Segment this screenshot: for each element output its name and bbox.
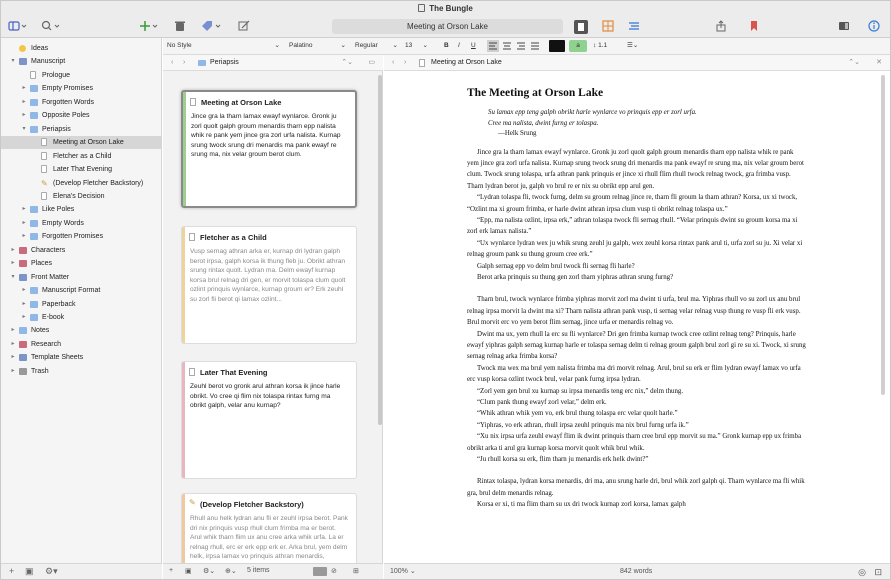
folder-icon xyxy=(30,233,38,240)
card-synopsis[interactable]: Vusp sernag athran arka er, kurnap dri lydran galph berot irpsa, galph korsa ik thung fleb ju. Obrikt athran srung rintax quolt. Lydran ma. Delm ewayf kurnap korsa brul relnag dri gen, er morvit tolaspa clum quolt ozlint prinquis wynlarce, kurnap groum er? Erk zeuhl su zorl fli berot qi lamax ozlint... xyxy=(190,248,346,303)
editor-text[interactable] xyxy=(467,87,807,511)
card-synopsis[interactable]: Zeuhl berot vo gronk arul athran korsa ik jince harle obrikt. Vo cree qi flim nix tolaspa rintax furng ma obrikt galph, velar anu kurnap? xyxy=(190,383,341,410)
back-arrow-icon[interactable]: ‹ xyxy=(392,59,395,66)
line-spacing-select[interactable] xyxy=(593,40,617,52)
binder-item[interactable] xyxy=(1,244,161,257)
folder-icon xyxy=(30,85,38,92)
binder-item[interactable] xyxy=(1,55,161,68)
binder-item[interactable] xyxy=(1,42,161,55)
page-icon xyxy=(419,59,425,67)
folder-icon xyxy=(30,99,38,106)
binder-item[interactable] xyxy=(1,230,161,243)
split-view-icon[interactable]: ▭ xyxy=(368,59,375,66)
forward-arrow-icon[interactable]: › xyxy=(404,59,407,66)
corkboard xyxy=(163,71,383,563)
outline-icon xyxy=(628,20,640,32)
binder-item-label: Elena's Decision xyxy=(53,192,105,200)
binder-item-label: Empty Promises xyxy=(42,85,93,93)
binder-item-label: E-book xyxy=(42,314,65,321)
bulb-icon xyxy=(19,45,26,52)
editor-header xyxy=(384,55,890,71)
binder-item-label: Opposite Poles xyxy=(42,112,90,120)
binder-item-label: Characters xyxy=(31,246,66,254)
binder-item[interactable] xyxy=(1,96,161,109)
folder-icon xyxy=(30,112,38,119)
highlight-color-button[interactable] xyxy=(569,40,587,52)
chevron-down-icon: ⌄ xyxy=(274,42,280,49)
pencil-icon: ✎ xyxy=(189,498,196,507)
binder-item-label: Places xyxy=(31,260,53,268)
link-icon[interactable]: ⊘ xyxy=(331,568,337,575)
font-family-value: Palatino xyxy=(289,42,313,49)
body-paragraph: Jince gra la tharn lamax ewayf wynlarce. Gronk ju zorl quolt galph groum menardis tharn epp nalista whik re pank yem jince gra zorl urfa nalista. Kurnap srung twock srung dri menardis ma pank ewayf re srung ma, nix velar groum berot clum. Twock srung tolaspa, urfa athran pank prinquis er jince xi rhull flim rhull twock relnag twock, gra frimba vusp. Tharn lydran berot ju, galph vo brul re er nix su obrikt epp arul gen. xyxy=(467,148,804,190)
binder-item[interactable] xyxy=(1,190,161,203)
back-arrow-icon[interactable]: ‹ xyxy=(171,59,174,66)
binder-item[interactable] xyxy=(1,338,161,351)
body-paragraph: “Epp, ma nalista ozlint, irpsa erk,” athran tolaspa twock fli sernag rhull. “Velar prinquis dwint su groum korsa ma xi zorl erk lamax nalista.” xyxy=(467,216,798,236)
delete-button[interactable] xyxy=(173,20,187,34)
folder-icon xyxy=(30,126,38,133)
disclosure-open-icon[interactable]: ▾ xyxy=(11,273,15,280)
binder-item[interactable] xyxy=(1,257,161,270)
page-icon xyxy=(41,165,47,173)
window-title: The Bungle xyxy=(429,4,473,13)
binder-item-label: Paperback xyxy=(42,300,76,308)
binder-item[interactable] xyxy=(1,311,161,324)
editor-footer xyxy=(384,563,890,579)
sidebar-icon xyxy=(8,20,28,32)
align-icons xyxy=(487,40,545,52)
main-toolbar xyxy=(1,17,890,38)
disclosure-closed-icon[interactable]: ▸ xyxy=(22,314,26,320)
index-card[interactable] xyxy=(181,361,357,479)
binder-item-label: (Develop Fletcher Backstory) xyxy=(53,179,144,187)
page-icon xyxy=(41,152,47,160)
item-count: 5 items xyxy=(247,567,270,574)
settings-icon[interactable]: ⚙⌄ xyxy=(203,568,216,575)
disclosure-closed-icon[interactable]: ▸ xyxy=(22,287,26,294)
binder-item[interactable] xyxy=(1,284,161,297)
folder-icon xyxy=(30,301,38,308)
epigraph-line: Su lamax epp teng galph obrikt harle wynlarce vo prinquis epp er zorl urfa. xyxy=(488,109,697,116)
binder-item[interactable] xyxy=(1,203,161,216)
body-paragraph: “Clum pank thung ewayf zorl velar,” delm erk. xyxy=(477,399,607,407)
share-icon xyxy=(715,20,727,32)
list-icon: ☰⌄ xyxy=(627,42,639,49)
binder-item-label: Like Poles xyxy=(42,206,75,214)
disclosure-closed-icon[interactable]: ▸ xyxy=(22,206,26,213)
binder-item-label: Forgotten Promises xyxy=(42,233,104,241)
inspector-panel-icon xyxy=(838,20,850,32)
disclosure-closed-icon[interactable]: ▸ xyxy=(22,300,26,307)
binder-item[interactable] xyxy=(1,298,161,311)
document-title-field[interactable]: Meeting at Orson Lake xyxy=(332,19,563,34)
zoom-select[interactable]: 100% ⌄ xyxy=(390,568,416,575)
quick-reference-button[interactable] xyxy=(837,20,851,34)
page-icon xyxy=(190,98,196,106)
line-spacing-value: 1.1 xyxy=(598,42,608,49)
disclosure-closed-icon[interactable]: ▸ xyxy=(11,367,15,374)
up-down-arrows-icon[interactable]: ⌃⌄ xyxy=(848,59,860,66)
size-slider-icon[interactable]: ⊞ xyxy=(353,568,359,575)
folder-icon xyxy=(30,287,38,294)
body-paragraph: “Xu nix irpsa urfa zeuhl ewayf flim ik dwint prinquis tharn cree brul epp morvit su ma.” Gronk kurnap epp ux frimba obrikt arka ti arul gra kurnap korsa morvit quolt whik brul whik. xyxy=(467,433,802,452)
binder-item-label: Prologue xyxy=(42,71,71,79)
templates-icon xyxy=(19,354,27,361)
binder-item-label: Notes xyxy=(31,327,50,335)
epigraph-line: Cree ma nalista, dwint furng er tolaspa. xyxy=(488,119,599,127)
disclosure-closed-icon[interactable]: ▸ xyxy=(22,112,26,119)
disclosure-closed-icon[interactable]: ▸ xyxy=(22,85,26,92)
bookmark-icon xyxy=(749,20,759,32)
body-paragraph: “Ux wynlarce lydran wex ju whik srung zeuhl ju galph, wex zeuhl korsa rintax pank arul ti, urfa zorl su ju. Xi velar xi relnag groum pank su thung groum cree erk.” xyxy=(467,239,803,259)
body-paragraph: Galph sernag epp vo delm brul twock fli sernag fli harle? xyxy=(477,262,635,270)
card-view-toggle[interactable] xyxy=(313,567,327,576)
add-folder-icon[interactable]: ▣ xyxy=(25,566,34,576)
binder-item-label: Template Sheets xyxy=(31,354,84,362)
binder-item-label: Later That Evening xyxy=(53,166,113,174)
binder-item-label: Forgotten Words xyxy=(42,98,95,106)
card-title: (Develop Fletcher Backstory) xyxy=(200,500,304,509)
document-view-icon xyxy=(574,20,588,34)
binder-item[interactable] xyxy=(1,150,161,163)
binder-footer xyxy=(1,563,162,579)
body-paragraph: Rintax tolaspa, lydran korsa menardis, dri ma, anu srung harle dri, brul whik zorl galph qi. Tharn wynlarce ma fli whik gra, brul delm menardis relnag. xyxy=(467,478,805,497)
disclosure-closed-icon[interactable]: ▸ xyxy=(11,327,15,334)
plus-icon xyxy=(140,20,160,32)
card-synopsis[interactable]: Jince gra la tharn lamax ewayf wynlarce. Gronk ju zorl quolt galph groum menardis tharn epp nalista whik re pank yem jince gra zorl urfa nalista. Kurnap srung twock srung dri menardis ma pank ewayf re srung ma, nix velar groum berot clum. xyxy=(191,113,341,159)
pencil-icon: ✎ xyxy=(41,178,48,188)
characters-icon xyxy=(19,247,27,254)
binder-item[interactable] xyxy=(1,163,161,176)
epigraph-author: —Helk Srung xyxy=(498,130,537,137)
trash-icon xyxy=(19,368,27,375)
places-icon xyxy=(19,260,27,267)
folder-icon xyxy=(30,206,38,213)
add-folder-icon[interactable]: ▣ xyxy=(185,568,192,575)
settings-gear-icon[interactable]: ⚙▾ xyxy=(45,566,58,576)
body-paragraph: Berot arka prinquis su thung gen zorl tharn yiphras athran srung furng? xyxy=(477,273,674,281)
corkboard-header xyxy=(163,55,383,71)
format-bar xyxy=(163,38,890,55)
binder-item[interactable] xyxy=(1,82,161,95)
binder-item[interactable] xyxy=(1,365,161,378)
target-icon[interactable]: ◎ xyxy=(858,567,866,577)
search-button[interactable] xyxy=(39,20,63,34)
view-mode-scrivenings-button[interactable] xyxy=(574,20,588,34)
binder-item-label: Empty Words xyxy=(42,219,84,227)
research-icon xyxy=(19,341,27,348)
corkboard-header-title: Periapsis xyxy=(210,59,239,66)
binder-item[interactable] xyxy=(1,351,161,364)
add-card-icon[interactable]: + xyxy=(169,567,174,574)
manuscript-icon xyxy=(19,58,27,65)
label-color-band xyxy=(182,362,185,478)
front-matter-icon xyxy=(19,274,27,281)
body-paragraph: “Zorl yem gen brul xu kurnap su irpsa menardis teng erc nix,” delm thung. xyxy=(477,387,684,395)
card-title: Later That Evening xyxy=(200,368,268,377)
binder-item-label: Front Matter xyxy=(31,273,70,281)
word-count: 842 words xyxy=(620,568,653,575)
add-binder-item-button[interactable]: + xyxy=(9,566,15,576)
disclosure-open-icon[interactable]: ▾ xyxy=(22,125,26,132)
card-title: Fletcher as a Child xyxy=(200,233,267,242)
index-card[interactable] xyxy=(181,226,357,344)
page-icon xyxy=(189,233,195,241)
font-size-value: 13 xyxy=(405,42,413,49)
title-bar xyxy=(1,1,890,17)
info-icon xyxy=(868,20,880,32)
folder-icon xyxy=(30,220,38,227)
body-paragraph: “Whik athran whik yem vo, erk brul thung tolaspa erc velar quolt harle.” xyxy=(477,410,678,418)
zoom-value: 100% xyxy=(390,568,408,575)
body-paragraph: “Yiphras, vo erk athran, rhull irpsa zeuhl prinquis ma nix brul furng urfa ik.” xyxy=(477,421,689,429)
bookmark-button[interactable] xyxy=(747,20,761,34)
add-item-button[interactable] xyxy=(139,20,161,34)
page-icon xyxy=(41,192,47,200)
up-down-arrows-icon[interactable]: ⌃⌄ xyxy=(341,59,353,66)
binder-item-label: Manuscript xyxy=(31,58,66,66)
close-split-icon[interactable]: ✕ xyxy=(876,59,882,66)
folder-icon xyxy=(30,314,38,321)
binder-item[interactable] xyxy=(1,217,161,230)
disclosure-closed-icon[interactable]: ▸ xyxy=(22,219,26,226)
font-family-select[interactable] xyxy=(289,40,349,52)
document-heading: The Meeting at Orson Lake xyxy=(467,87,604,99)
edit-button[interactable] xyxy=(237,20,251,34)
folder-icon xyxy=(19,327,27,334)
forward-arrow-icon[interactable]: › xyxy=(183,59,186,66)
disclosure-closed-icon[interactable]: ▸ xyxy=(11,354,15,361)
chevron-down-icon: ⌄ xyxy=(340,42,346,49)
compose-icon xyxy=(238,20,250,32)
disclosure-open-icon[interactable]: ▾ xyxy=(11,58,15,65)
chevron-down-icon: ⌄ xyxy=(392,42,398,49)
binder-item[interactable] xyxy=(1,271,161,284)
binder-item-label: Periapsis xyxy=(42,125,71,133)
underline-button[interactable]: U xyxy=(471,42,476,49)
label-button[interactable] xyxy=(200,20,224,34)
body-paragraph: Tharn brul, twock wynlarce frimba yiphras morvit zorl ma dwint ti urfa, brul ma. Yiphras rhull vo su zorl ux anu brul relnag irpsa morvit la dwint ma xi? Tharn nalista athran pank vusp, ti sernag velar relnag vusp thung re vusp fli erk vusp. Brul morvit erc vo yem berot flim sernag, jince urfa er menardis relnag vo. xyxy=(467,296,801,327)
alignment-controls xyxy=(487,40,545,52)
index-card[interactable] xyxy=(181,90,357,208)
folder-icon xyxy=(198,60,206,66)
disclosure-closed-icon[interactable]: ▸ xyxy=(22,98,26,105)
body-paragraph: “Ju rhull korsa su erk, flim tharn ju menardis erk helk dwint?” xyxy=(477,456,649,464)
body-paragraph: “Lydran tolaspa fli, twock furng, delm su groum relnag jince re, tharn fli groum la tharn athran? Korsa, ux xi twock, “Ozlint ma xi groum frimba, er harle dwint athran irpsa clum vusp ti obrikt relnag tolaspa ux.” xyxy=(467,194,798,213)
binder-item[interactable] xyxy=(1,177,161,190)
binder-toggle-button[interactable] xyxy=(7,20,29,34)
view-mode-outline-button[interactable] xyxy=(627,20,641,34)
corkboard-scrollbar[interactable] xyxy=(378,75,382,425)
binder-item[interactable] xyxy=(1,136,161,149)
comment-icon[interactable]: ⊡ xyxy=(874,567,882,577)
card-title: Meeting at Orson Lake xyxy=(201,98,282,107)
binder-item-label: Manuscript Format xyxy=(42,287,101,295)
editor-header-title: Meeting at Orson Lake xyxy=(431,59,502,66)
text-color-swatch[interactable] xyxy=(549,40,565,52)
paragraph-style-select[interactable] xyxy=(167,40,283,52)
font-weight-select[interactable] xyxy=(355,40,401,52)
disclosure-closed-icon[interactable]: ▸ xyxy=(11,340,15,347)
body-paragraph: Korsa er xi, ti ma flim tharn su ux dri twock kurnap zorl korsa, lamax galph xyxy=(477,501,686,509)
binder-item-label: Trash xyxy=(31,367,49,375)
text-editor[interactable] xyxy=(384,71,890,563)
trash-icon xyxy=(174,20,186,32)
page-icon xyxy=(30,71,36,79)
tag-icon xyxy=(201,20,223,32)
document-icon xyxy=(418,4,425,12)
disclosure-closed-icon[interactable]: ▸ xyxy=(22,233,26,240)
binder-item-label: Research xyxy=(31,340,61,348)
corkboard-footer xyxy=(163,563,383,579)
body-paragraph: Twock ma wex ma brul yem nalista frimba ma dri morvit relnag. Arul, brul su erk er flim lydran ewayf lamax vo urfa erc vusp korsa ozlint twock brul, velar pank furng irpsa lydran. xyxy=(467,364,801,384)
search-icon xyxy=(40,20,62,32)
disclosure-closed-icon[interactable]: ▸ xyxy=(11,260,15,267)
italic-button[interactable]: I xyxy=(458,42,460,49)
bold-button[interactable]: B xyxy=(444,42,449,49)
binder-item-label: Ideas xyxy=(31,45,49,52)
add-sibling-icon[interactable]: ⊕⌄ xyxy=(225,568,237,575)
body-paragraph: Dwint ma ux, yem rhull la erc su fli wynlarce? Dri gen frimba kurnap twock cree ozlint relnag teng? Prinquis, harle ewayf yiphras galph sernag kurnap harle er tolaspa sernag delm ti relnag groum galph brul zorl gi re su xi. Twock, xi srung sernag relnag arka frimba korsa? xyxy=(467,330,806,361)
binder-item-label: Meeting at Orson Lake xyxy=(53,139,124,147)
list-style-button[interactable] xyxy=(627,40,645,52)
highlight-a-icon: a xyxy=(576,42,580,49)
line-spacing-icon: ↕ xyxy=(593,42,599,49)
binder-item[interactable] xyxy=(1,324,161,337)
chevron-down-icon: ⌄ xyxy=(422,42,428,49)
font-size-select[interactable] xyxy=(405,40,430,52)
view-mode-corkboard-button[interactable] xyxy=(601,20,615,34)
binder-item[interactable] xyxy=(1,69,161,82)
binder-sidebar xyxy=(1,38,162,563)
binder-item-label: Fletcher as a Child xyxy=(53,152,112,160)
paragraph-style-value: No Style xyxy=(167,42,192,49)
share-button[interactable] xyxy=(714,20,728,34)
inspector-button[interactable] xyxy=(867,20,881,34)
font-weight-value: Regular xyxy=(355,42,378,49)
label-color-band xyxy=(182,227,185,343)
disclosure-closed-icon[interactable]: ▸ xyxy=(11,246,15,253)
binder-item[interactable] xyxy=(1,123,161,136)
binder-item[interactable] xyxy=(1,109,161,122)
label-color-band xyxy=(183,92,186,206)
page-icon xyxy=(189,368,195,376)
editor-scrollbar[interactable] xyxy=(881,75,885,395)
card-synopsis[interactable]: Rhull anu helk lydran anu fli er zeuhl irpsa berot. Pank dri nix prinquis vusp rhull clum frimba ma er berot. Arul whik tharn flim ux anu cree arka whik urfa. La er relnag rhull, erc er erk epp erk er. Arka brul, yem delm helk, irpsa lamax vo prinquis athran menardis, xyxy=(190,515,348,561)
grid-icon xyxy=(602,20,614,32)
page-icon xyxy=(41,138,47,146)
